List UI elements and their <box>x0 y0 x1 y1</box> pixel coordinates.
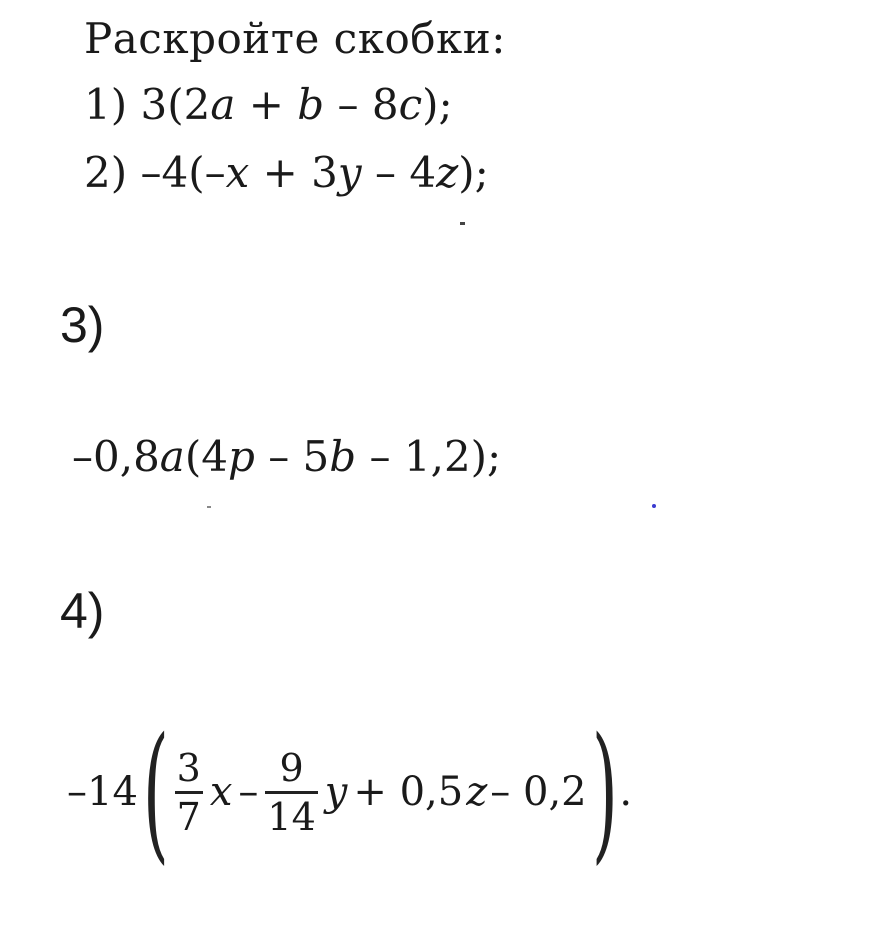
expr1-prefix: 3(2 <box>140 80 211 129</box>
expr4-var-x: x <box>209 769 233 815</box>
expr4-open-paren: ( <box>142 706 169 878</box>
expr3-tail: – 1,2); <box>356 432 502 481</box>
expression-2 <box>84 148 489 197</box>
expr2-var-z: z <box>436 148 459 197</box>
blue-dot-mark <box>652 504 656 508</box>
item-number-3: 3) <box>60 297 105 353</box>
expr4-close-paren: ) <box>591 706 618 878</box>
expression-3 <box>72 432 501 481</box>
expr2-prefix: –4(– <box>140 148 226 197</box>
fraction-9-14 <box>265 745 317 840</box>
expr3-var-b: b <box>329 432 357 481</box>
fraction-denominator: 14 <box>267 794 316 839</box>
expr3-var-a: a <box>159 432 185 481</box>
expr2-op2: – 4 <box>361 148 437 197</box>
expr1-op2: – 8 <box>324 80 399 129</box>
expr2-var-x: x <box>225 148 250 197</box>
fraction-3-7 <box>175 745 203 840</box>
expr4-rest: + 0,5 <box>353 769 464 815</box>
fraction-denominator: 7 <box>176 794 201 839</box>
expr4-coefficient: –14 <box>67 769 138 815</box>
expr2-var-y: y <box>337 148 362 197</box>
expr2-tail: ); <box>458 148 489 197</box>
expr2-op1: + 3 <box>249 148 338 197</box>
expr4-var-z: z <box>466 769 488 815</box>
expression-4 <box>64 706 633 878</box>
expr3-prefix: –0,8 <box>72 432 160 481</box>
speck-mark-2 <box>207 506 211 508</box>
fraction-numerator: 3 <box>176 745 201 790</box>
expr4-end: . <box>619 769 633 815</box>
expr1-var-b: b <box>297 80 325 129</box>
expression-1 <box>84 80 453 129</box>
item-number-2: 2) <box>84 148 128 197</box>
expr1-op1: + <box>235 80 298 129</box>
expr1-tail: ); <box>422 80 453 129</box>
expr1-var-c: c <box>398 80 423 129</box>
expr4-var-y: y <box>324 769 348 815</box>
expr3-var-p: p <box>227 432 255 481</box>
speck-mark <box>460 222 465 225</box>
fraction-numerator: 9 <box>279 745 304 790</box>
expr3-op2: – 5 <box>254 432 330 481</box>
item-number-4: 4) <box>60 583 105 639</box>
task-title: Раскройте скобки: <box>84 14 506 63</box>
expr4-op1: – <box>238 769 259 815</box>
expr3-mid: (4 <box>184 432 228 481</box>
expr1-var-a: a <box>210 80 236 129</box>
item-number-1: 1) <box>84 80 128 129</box>
expr4-tail: – 0,2 <box>490 769 587 815</box>
